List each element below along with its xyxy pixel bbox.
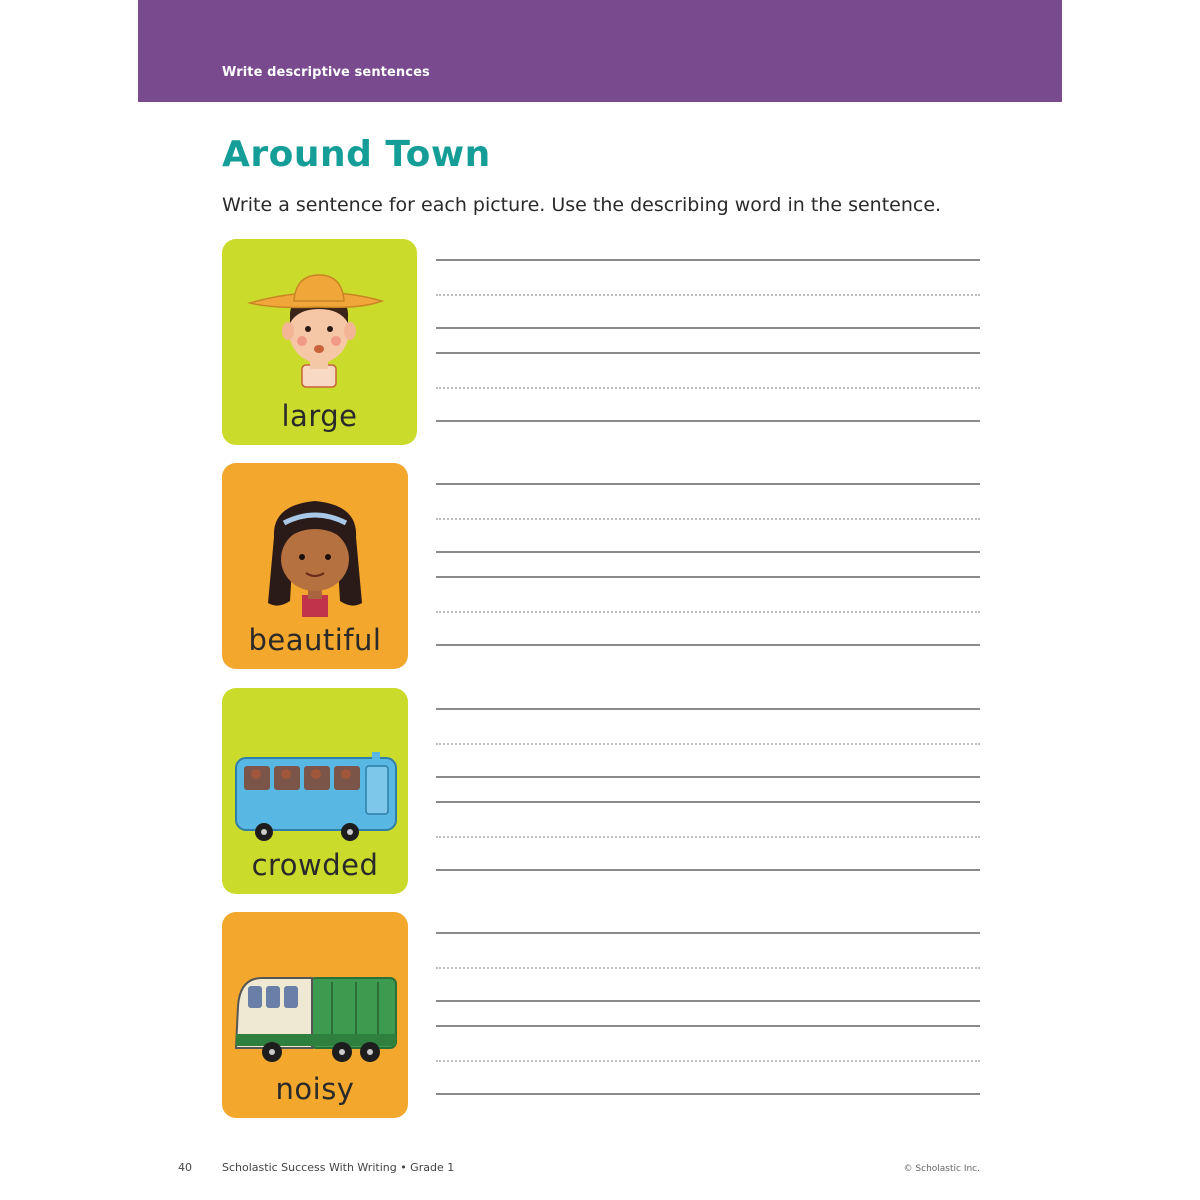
writing-lines-large[interactable]	[436, 259, 980, 459]
bus-icon	[222, 702, 408, 842]
describing-word: noisy	[275, 1072, 355, 1106]
page-title: Around Town	[222, 134, 491, 175]
picture-card-noisy	[222, 912, 408, 1118]
picture-card-large	[222, 239, 417, 445]
describing-word: crowded	[251, 848, 379, 882]
describing-word: beautiful	[248, 623, 382, 657]
header-banner	[138, 0, 1062, 102]
boy-with-hat-icon	[222, 253, 417, 393]
picture-card-crowded	[222, 688, 408, 894]
describing-word: large	[281, 399, 358, 433]
picture-card-beautiful	[222, 463, 408, 669]
girl-with-headband-icon	[222, 477, 408, 617]
garbage-truck-icon	[222, 926, 408, 1066]
writing-lines-noisy[interactable]	[436, 932, 980, 1132]
instructions-text: Write a sentence for each picture. Use the describing word in the sentence.	[222, 194, 942, 216]
book-title: Scholastic Success With Writing • Grade 1	[222, 1161, 455, 1174]
page-number: 40	[178, 1161, 192, 1174]
copyright: © Scholastic Inc.	[903, 1164, 980, 1174]
writing-lines-crowded[interactable]	[436, 708, 980, 908]
writing-lines-beautiful[interactable]	[436, 483, 980, 683]
worksheet-page	[138, 0, 1062, 1200]
banner-label: Write descriptive sentences	[222, 65, 430, 80]
